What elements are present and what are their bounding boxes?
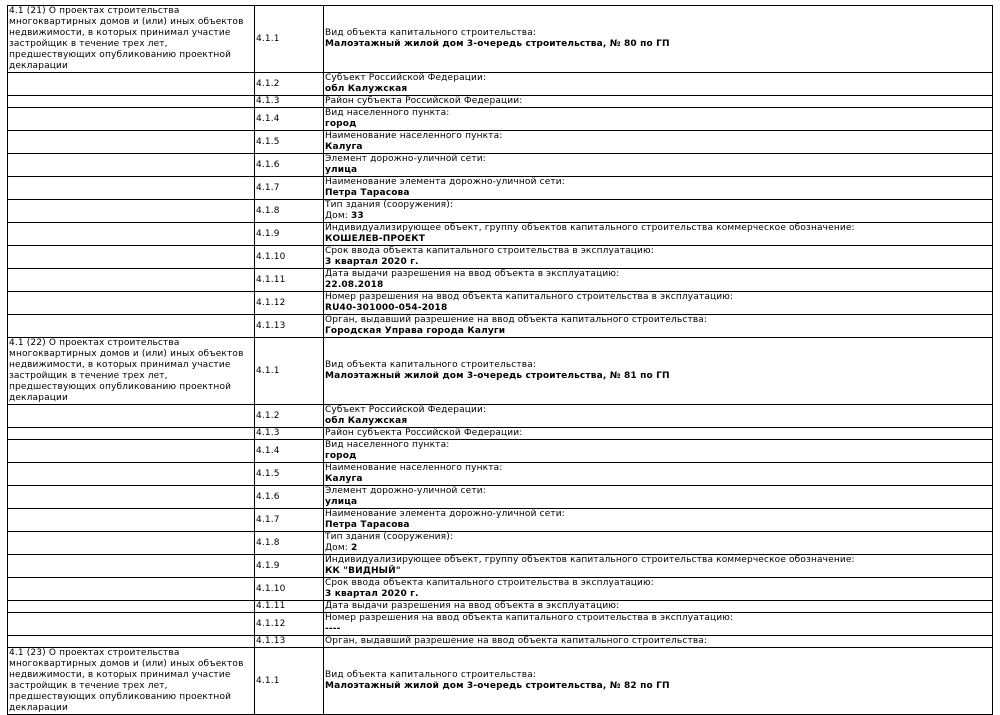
field-value: Малоэтажный жилой дом 3-очередь строительства, № 81 по ГП <box>325 371 670 381</box>
declaration-table <box>7 5 993 715</box>
table-row <box>8 96 993 108</box>
table-row <box>8 578 993 601</box>
empty-cell <box>8 555 255 578</box>
field-code: 4.1.12 <box>255 613 324 636</box>
field-value: Петра Тарасова <box>325 188 410 198</box>
field-value: улица <box>325 497 358 507</box>
empty-cell <box>8 601 255 613</box>
field-value: обл Калужская <box>325 84 408 94</box>
empty-cell <box>8 269 255 292</box>
field-code: 4.1.13 <box>255 315 324 338</box>
field-label: Наименование элемента дорожно-уличной сети: <box>325 177 565 187</box>
field-code: 4.1.1 <box>255 338 324 405</box>
field-cell <box>324 269 993 292</box>
field-value: 3 квартал 2020 г. <box>325 257 419 267</box>
field-value: Малоэтажный жилой дом 3-очередь строительства, № 80 по ГП <box>325 39 670 49</box>
table-row <box>8 6 993 73</box>
field-cell <box>324 200 993 223</box>
field-value: 22.08.2018 <box>325 280 384 290</box>
field-label: Индивидуализирующее объект, группу объектов капитального строительства коммерческое обозначение: <box>325 223 855 233</box>
table-row <box>8 131 993 154</box>
field-label: Номер разрешения на ввод объекта капитального строительства в эксплуатацию: <box>325 292 734 302</box>
field-cell <box>324 177 993 200</box>
table-row <box>8 440 993 463</box>
table-row <box>8 177 993 200</box>
field-label: Дата выдачи разрешения на ввод объекта в эксплуатацию: <box>325 601 620 611</box>
house-label: Дом: <box>325 211 348 221</box>
field-label: Дата выдачи разрешения на ввод объекта в эксплуатацию: <box>325 269 620 279</box>
field-cell <box>324 154 993 177</box>
field-cell <box>324 428 993 440</box>
empty-cell <box>8 154 255 177</box>
house-line <box>325 543 991 554</box>
field-code: 4.1.2 <box>255 73 324 96</box>
field-code: 4.1.1 <box>255 648 324 715</box>
field-label: Орган, выдавший разрешение на ввод объекта капитального строительства: <box>325 636 708 646</box>
field-value: город <box>325 119 357 129</box>
field-code: 4.1.9 <box>255 555 324 578</box>
field-cell <box>324 555 993 578</box>
table-row <box>8 509 993 532</box>
field-value: КОШЕЛЕВ-ПРОЕКТ <box>325 234 426 244</box>
table-row <box>8 108 993 131</box>
field-cell <box>324 292 993 315</box>
table-row <box>8 405 993 428</box>
empty-cell <box>8 486 255 509</box>
table-row <box>8 292 993 315</box>
field-label: Элемент дорожно-уличной сети: <box>325 486 486 496</box>
field-label: Индивидуализирующее объект, группу объектов капитального строительства коммерческое обозначение: <box>325 555 855 565</box>
field-code: 4.1.7 <box>255 509 324 532</box>
field-cell <box>324 636 993 648</box>
field-cell <box>324 73 993 96</box>
table-row <box>8 463 993 486</box>
field-code: 4.1.13 <box>255 636 324 648</box>
empty-cell <box>8 532 255 555</box>
field-cell <box>324 648 993 715</box>
table-row <box>8 648 993 715</box>
section-title: 4.1 (23) О проектах строительства многоквартирных домов и (или) иных объектов недвижимости, в которых принимал участие застройщик в течение трех лет, предшествующих опубликованию проектной декларации <box>8 648 255 715</box>
house-label: Дом: <box>325 543 348 553</box>
table-row <box>8 636 993 648</box>
field-label: Наименование населенного пункта: <box>325 131 503 141</box>
house-value: 33 <box>350 211 364 221</box>
field-code: 4.1.5 <box>255 131 324 154</box>
field-cell <box>324 578 993 601</box>
field-code: 4.1.11 <box>255 601 324 613</box>
empty-cell <box>8 108 255 131</box>
field-cell <box>324 440 993 463</box>
field-code: 4.1.6 <box>255 486 324 509</box>
field-label: Наименование элемента дорожно-уличной сети: <box>325 509 565 519</box>
field-value: улица <box>325 165 358 175</box>
field-label: Элемент дорожно-уличной сети: <box>325 154 486 164</box>
field-label: Вид населенного пункта: <box>325 440 450 450</box>
empty-cell <box>8 613 255 636</box>
field-cell <box>324 509 993 532</box>
empty-cell <box>8 636 255 648</box>
field-label: Тип здания (сооружения): <box>325 532 454 542</box>
table-row <box>8 154 993 177</box>
empty-cell <box>8 200 255 223</box>
field-code: 4.1.12 <box>255 292 324 315</box>
field-cell <box>324 96 993 108</box>
table-row <box>8 269 993 292</box>
field-cell <box>324 532 993 555</box>
field-code: 4.1.8 <box>255 532 324 555</box>
field-cell <box>324 223 993 246</box>
table-row <box>8 223 993 246</box>
declaration-table-body <box>8 6 993 715</box>
field-code: 4.1.2 <box>255 405 324 428</box>
table-row <box>8 315 993 338</box>
field-cell <box>324 405 993 428</box>
field-value: обл Калужская <box>325 416 408 426</box>
field-code: 4.1.3 <box>255 428 324 440</box>
field-label: Срок ввода объекта капитального строительства в эксплуатацию: <box>325 578 654 588</box>
field-value: город <box>325 451 357 461</box>
field-cell <box>324 601 993 613</box>
empty-cell <box>8 177 255 200</box>
field-cell <box>324 613 993 636</box>
table-row <box>8 555 993 578</box>
table-row <box>8 532 993 555</box>
field-label: Номер разрешения на ввод объекта капитального строительства в эксплуатацию: <box>325 613 734 623</box>
empty-cell <box>8 509 255 532</box>
table-row <box>8 428 993 440</box>
field-label: Вид населенного пункта: <box>325 108 450 118</box>
table-row <box>8 338 993 405</box>
house-value: 2 <box>350 543 358 553</box>
empty-cell <box>8 463 255 486</box>
empty-cell <box>8 315 255 338</box>
field-label: Вид объекта капитального строительства: <box>325 670 537 680</box>
field-cell <box>324 6 993 73</box>
field-value: Калуга <box>325 142 363 152</box>
empty-cell <box>8 440 255 463</box>
field-code: 4.1.4 <box>255 108 324 131</box>
empty-cell <box>8 131 255 154</box>
field-value: Городская Управа города Калуги <box>325 326 506 336</box>
field-code: 4.1.6 <box>255 154 324 177</box>
field-cell <box>324 463 993 486</box>
field-code: 4.1.8 <box>255 200 324 223</box>
field-label: Вид объекта капитального строительства: <box>325 360 537 370</box>
field-cell <box>324 338 993 405</box>
field-label: Вид объекта капитального строительства: <box>325 28 537 38</box>
field-cell <box>324 315 993 338</box>
field-cell <box>324 131 993 154</box>
field-code: 4.1.7 <box>255 177 324 200</box>
table-row <box>8 613 993 636</box>
field-code: 4.1.11 <box>255 269 324 292</box>
field-label: Субъект Российской Федерации: <box>325 73 487 83</box>
field-code: 4.1.3 <box>255 96 324 108</box>
table-row <box>8 246 993 269</box>
field-label: Наименование населенного пункта: <box>325 463 503 473</box>
field-value: Петра Тарасова <box>325 520 410 530</box>
field-code: 4.1.9 <box>255 223 324 246</box>
field-code: 4.1.1 <box>255 6 324 73</box>
field-cell <box>324 486 993 509</box>
table-row <box>8 601 993 613</box>
house-line <box>325 211 991 222</box>
field-value: Калуга <box>325 474 363 484</box>
field-code: 4.1.5 <box>255 463 324 486</box>
field-label: Район субъекта Российской Федерации: <box>325 96 523 106</box>
table-row <box>8 486 993 509</box>
empty-cell <box>8 223 255 246</box>
empty-cell <box>8 405 255 428</box>
table-row <box>8 200 993 223</box>
table-row <box>8 73 993 96</box>
field-value: 3 квартал 2020 г. <box>325 589 419 599</box>
field-value: КК "ВИДНЫЙ" <box>325 566 401 576</box>
field-cell <box>324 246 993 269</box>
field-code: 4.1.10 <box>255 578 324 601</box>
field-value: ---- <box>325 624 341 634</box>
field-label: Тип здания (сооружения): <box>325 200 454 210</box>
empty-cell <box>8 73 255 96</box>
field-label: Субъект Российской Федерации: <box>325 405 487 415</box>
field-label: Орган, выдавший разрешение на ввод объекта капитального строительства: <box>325 315 708 325</box>
empty-cell <box>8 246 255 269</box>
field-label: Район субъекта Российской Федерации: <box>325 428 523 438</box>
section-title: 4.1 (21) О проектах строительства многоквартирных домов и (или) иных объектов недвижимости, в которых принимал участие застройщик в течение трех лет, предшествующих опубликованию проектной декларации <box>8 6 255 73</box>
field-label: Срок ввода объекта капитального строительства в эксплуатацию: <box>325 246 654 256</box>
field-cell <box>324 108 993 131</box>
field-code: 4.1.10 <box>255 246 324 269</box>
empty-cell <box>8 96 255 108</box>
empty-cell <box>8 578 255 601</box>
empty-cell <box>8 428 255 440</box>
section-title: 4.1 (22) О проектах строительства многоквартирных домов и (или) иных объектов недвижимости, в которых принимал участие застройщик в течение трех лет, предшествующих опубликованию проектной декларации <box>8 338 255 405</box>
field-value: Малоэтажный жилой дом 3-очередь строительства, № 82 по ГП <box>325 681 670 691</box>
field-code: 4.1.4 <box>255 440 324 463</box>
field-value: RU40-301000-054-2018 <box>325 303 448 313</box>
empty-cell <box>8 292 255 315</box>
